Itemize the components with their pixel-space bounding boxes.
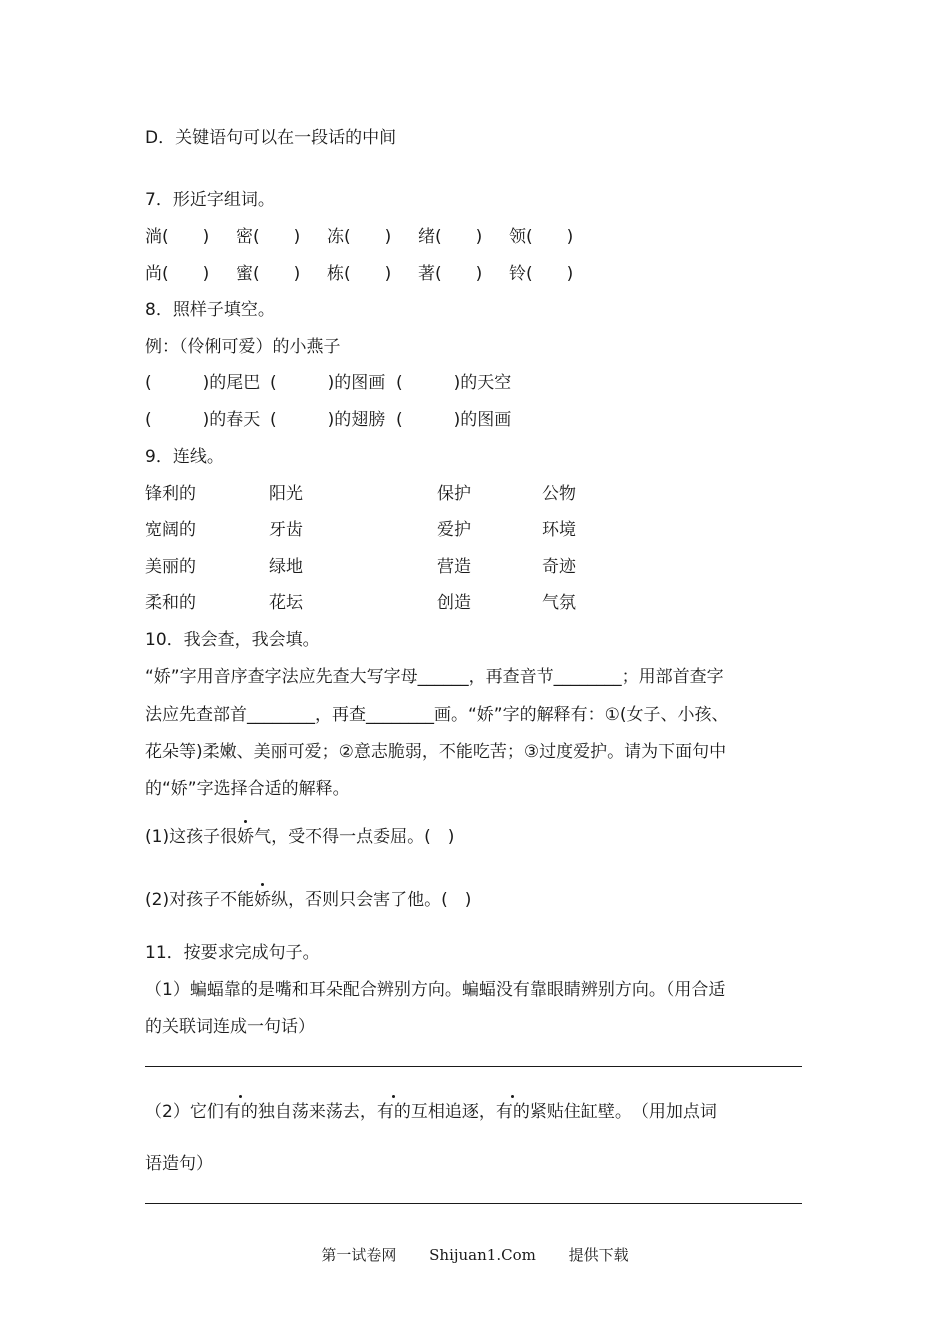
q9-word: 公物 <box>542 484 576 504</box>
q10-text-line: “娇”字用音序查字法应先查大写字母______，再查音节________；用部首查字 <box>145 667 724 687</box>
q8-item: ( )的翅膀 <box>270 410 386 430</box>
q10-text-line: 的“娇”字选择合适的解释。 <box>145 779 350 799</box>
q8-example: 例：（伶俐可爱）的小燕子 <box>145 337 341 357</box>
q7-item: 著( ) <box>418 264 483 284</box>
q9-title: 9．连线。 <box>145 447 224 467</box>
q8-title: 8．照样子填空。 <box>145 300 275 320</box>
q11-part1-line2: 的关联词连成一句话） <box>145 1017 315 1037</box>
emphasis-word: 有的 <box>376 1102 411 1122</box>
q7-item: 铃( ) <box>509 264 574 284</box>
q9-word: 创造 <box>437 593 471 613</box>
q9-word: 奇迹 <box>542 557 576 577</box>
emphasis-char: 娇 <box>237 827 255 847</box>
q9-word: 绿地 <box>269 557 303 577</box>
q7-item: 密( ) <box>236 227 301 247</box>
q11-part2-line2: 语造句） <box>145 1154 213 1174</box>
q9-word: 锋利的 <box>145 484 196 504</box>
q11-p2-c: 互相追逐， <box>410 1102 496 1122</box>
footer-site: 第一试卷网 <box>321 1246 397 1264</box>
q11-p2-a: （2）它们 <box>145 1102 224 1122</box>
q10-s1-post: 气，受不得一点委屈。( ) <box>254 827 455 847</box>
q9-word: 营造 <box>437 557 471 577</box>
q9-word: 爱护 <box>437 520 471 540</box>
q9-word: 柔和的 <box>145 593 196 613</box>
q11-part2-line1 <box>145 1101 717 1123</box>
q8-item: ( )的天空 <box>396 373 512 393</box>
footer-domain: Shijuan1.Com <box>429 1246 536 1264</box>
q9-word: 牙齿 <box>269 520 303 540</box>
q10-s2-pre: (2)对孩子不能 <box>145 890 255 910</box>
q10-sentence-2 <box>145 889 471 911</box>
q6-option-d: D．关键语句可以在一段话的中间 <box>145 128 397 148</box>
q11-p2-d: 紧贴住缸壁。 （用加点词 <box>529 1102 717 1122</box>
q11-p2-b: 独自荡来荡去， <box>257 1102 377 1122</box>
answer-line[interactable] <box>145 1203 802 1204</box>
q10-s1-pre: (1)这孩子很 <box>145 827 238 847</box>
q7-item: 领( ) <box>509 227 574 247</box>
emphasis-word: 有的 <box>223 1102 258 1122</box>
q9-word: 美丽的 <box>145 557 196 577</box>
q7-item: 绪( ) <box>418 227 483 247</box>
q7-item: 尚( ) <box>145 264 210 284</box>
emphasis-char: 娇 <box>254 890 272 910</box>
page-footer <box>0 1245 950 1265</box>
q7-item: 栋( ) <box>327 264 392 284</box>
q7-item: 淌( ) <box>145 227 210 247</box>
q11-part1-line1: （1）蝙蝠靠的是嘴和耳朵配合辨别方向。蝙蝠没有靠眼睛辨别方向。（用合适 <box>145 980 726 1000</box>
q7-title: 7．形近字组词。 <box>145 190 275 210</box>
q10-s2-post: 纵，否则只会害了他。( ) <box>271 890 472 910</box>
emphasis-word: 有的 <box>495 1102 530 1122</box>
q7-item: 冻( ) <box>327 227 392 247</box>
q10-sentence-1 <box>145 826 454 848</box>
q10-text-line: 法应先查部首________，再查________画。“娇”字的解释有：①(女子、小孩、 <box>145 705 729 725</box>
q9-word: 花坛 <box>269 593 303 613</box>
footer-note: 提供下载 <box>568 1246 629 1264</box>
q9-word: 气氛 <box>542 593 576 613</box>
answer-line[interactable] <box>145 1066 802 1067</box>
q8-item: ( )的图画 <box>270 373 386 393</box>
q9-word: 环境 <box>542 520 576 540</box>
q9-word: 保护 <box>437 484 471 504</box>
q8-item: ( )的春天 <box>145 410 261 430</box>
q10-title: 10．我会查，我会填。 <box>145 630 320 650</box>
q10-text-line: 花朵等)柔嫩、美丽可爱；②意志脆弱，不能吃苦；③过度爱护。请为下面句中 <box>145 742 727 762</box>
q8-item: ( )的图画 <box>396 410 512 430</box>
q7-item: 蜜( ) <box>236 264 301 284</box>
q11-title: 11．按要求完成句子。 <box>145 943 320 963</box>
q9-word: 阳光 <box>269 484 303 504</box>
q9-word: 宽阔的 <box>145 520 196 540</box>
q8-item: ( )的尾巴 <box>145 373 261 393</box>
